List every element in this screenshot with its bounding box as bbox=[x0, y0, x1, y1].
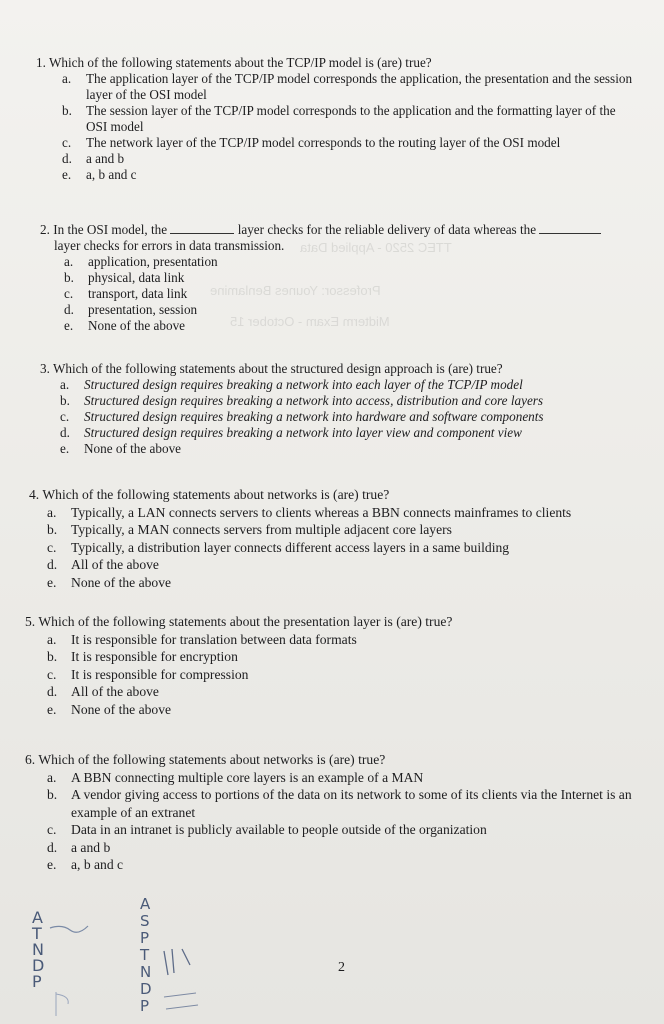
option-c: c. The network layer of the TCP/IP model corresponds to the routing layer of the OSI model bbox=[62, 135, 561, 150]
handwritten-scribble bbox=[48, 918, 98, 938]
option-b: b. Typically, a MAN connects servers from multiple adjacent core layers bbox=[47, 522, 452, 537]
question-3 bbox=[40, 361, 640, 457]
option-d: d. a and b bbox=[47, 839, 111, 855]
option-e: e. None of the above bbox=[60, 441, 182, 456]
option-e: e. a, b and c bbox=[47, 857, 124, 872]
question-5 bbox=[25, 613, 645, 718]
handwritten-notes-left: A T N D P bbox=[32, 908, 45, 991]
page-number: 2 bbox=[338, 960, 345, 975]
answer-blank[interactable] bbox=[539, 221, 601, 234]
question-stem: 5. Which of the following statements about the presentation layer is (are) true? bbox=[25, 614, 453, 629]
option-e: e. None of the above bbox=[47, 701, 172, 717]
option-a: a. Structured design requires breaking a network into each layer of the TCP/IP model bbox=[60, 377, 523, 392]
bleed-through: TTEC 2520 - Applied Data bbox=[300, 240, 452, 255]
option-a: a. The application layer of the TCP/IP model corresponds the application, the presentation and the session layer of the OSI model bbox=[62, 71, 633, 102]
question-stem: 4. Which of the following statements about networks is (are) true? bbox=[29, 487, 390, 502]
option-e: e. None of the above bbox=[64, 318, 186, 333]
question-stem: 1. Which of the following statements about the TCP/IP model is (are) true? bbox=[36, 55, 432, 70]
option-e: e. a, b and c bbox=[62, 167, 137, 182]
option-d: d. All of the above bbox=[47, 684, 159, 699]
handwritten-scribble bbox=[52, 990, 82, 1020]
option-c: c. It is responsible for compression bbox=[47, 666, 249, 682]
option-d: d. presentation, session bbox=[64, 302, 198, 317]
option-c: c. Typically, a distribution layer connects different access layers in a same building bbox=[47, 539, 510, 555]
option-b: b. A vendor giving access to portions of the data on its network to some of its clients via the Internet is an example of an extranet bbox=[47, 787, 632, 820]
option-b: b. Structured design requires breaking a network into access, distribution and core layers bbox=[60, 393, 544, 408]
option-a: a. Typically, a LAN connects servers to clients whereas a BBN connects mainframes to clients bbox=[47, 504, 572, 520]
option-d: d. Structured design requires breaking a network into layer view and component view bbox=[60, 425, 522, 440]
option-a: a. It is responsible for translation between data formats bbox=[47, 631, 357, 647]
bleed-through: Midterm Exam - October 15 bbox=[230, 314, 390, 329]
handwritten-marks bbox=[160, 945, 200, 1024]
option-d: d. All of the above bbox=[47, 557, 159, 572]
option-e: e. None of the above bbox=[47, 574, 172, 590]
option-b: b. It is responsible for encryption bbox=[47, 649, 238, 664]
answer-blank[interactable] bbox=[170, 221, 234, 234]
question-stem: 6. Which of the following statements about networks is (are) true? bbox=[25, 752, 386, 767]
question-1 bbox=[36, 55, 636, 183]
option-b: b. physical, data link bbox=[64, 270, 185, 285]
option-c: c. Structured design requires breaking a network into hardware and software components bbox=[60, 409, 544, 424]
option-d: d. a and b bbox=[62, 151, 125, 166]
question-6 bbox=[25, 751, 653, 874]
option-a: a. A BBN connecting multiple core layers is an example of a MAN bbox=[47, 769, 424, 785]
question-stem-line2: layer checks for errors in data transmission. bbox=[54, 238, 285, 253]
question-2 bbox=[40, 221, 640, 334]
option-a: a. application, presentation bbox=[64, 254, 218, 269]
option-b: b. The session layer of the TCP/IP model corresponds to the application and the formatting layer of the OSI model bbox=[62, 103, 616, 134]
question-4 bbox=[29, 486, 649, 591]
handwritten-notes-right: A S P T N D P bbox=[140, 895, 152, 1015]
bleed-through: Professor: Younes Benlamine bbox=[210, 283, 381, 298]
option-c: c. Data in an intranet is publicly available to people outside of the organization bbox=[47, 822, 487, 837]
question-stem: 2. In the OSI model, the layer checks for the reliable delivery of data whereas the bbox=[40, 221, 640, 238]
question-stem: 3. Which of the following statements about the structured design approach is (are) true? bbox=[40, 361, 503, 376]
option-c: c. transport, data link bbox=[64, 286, 188, 301]
